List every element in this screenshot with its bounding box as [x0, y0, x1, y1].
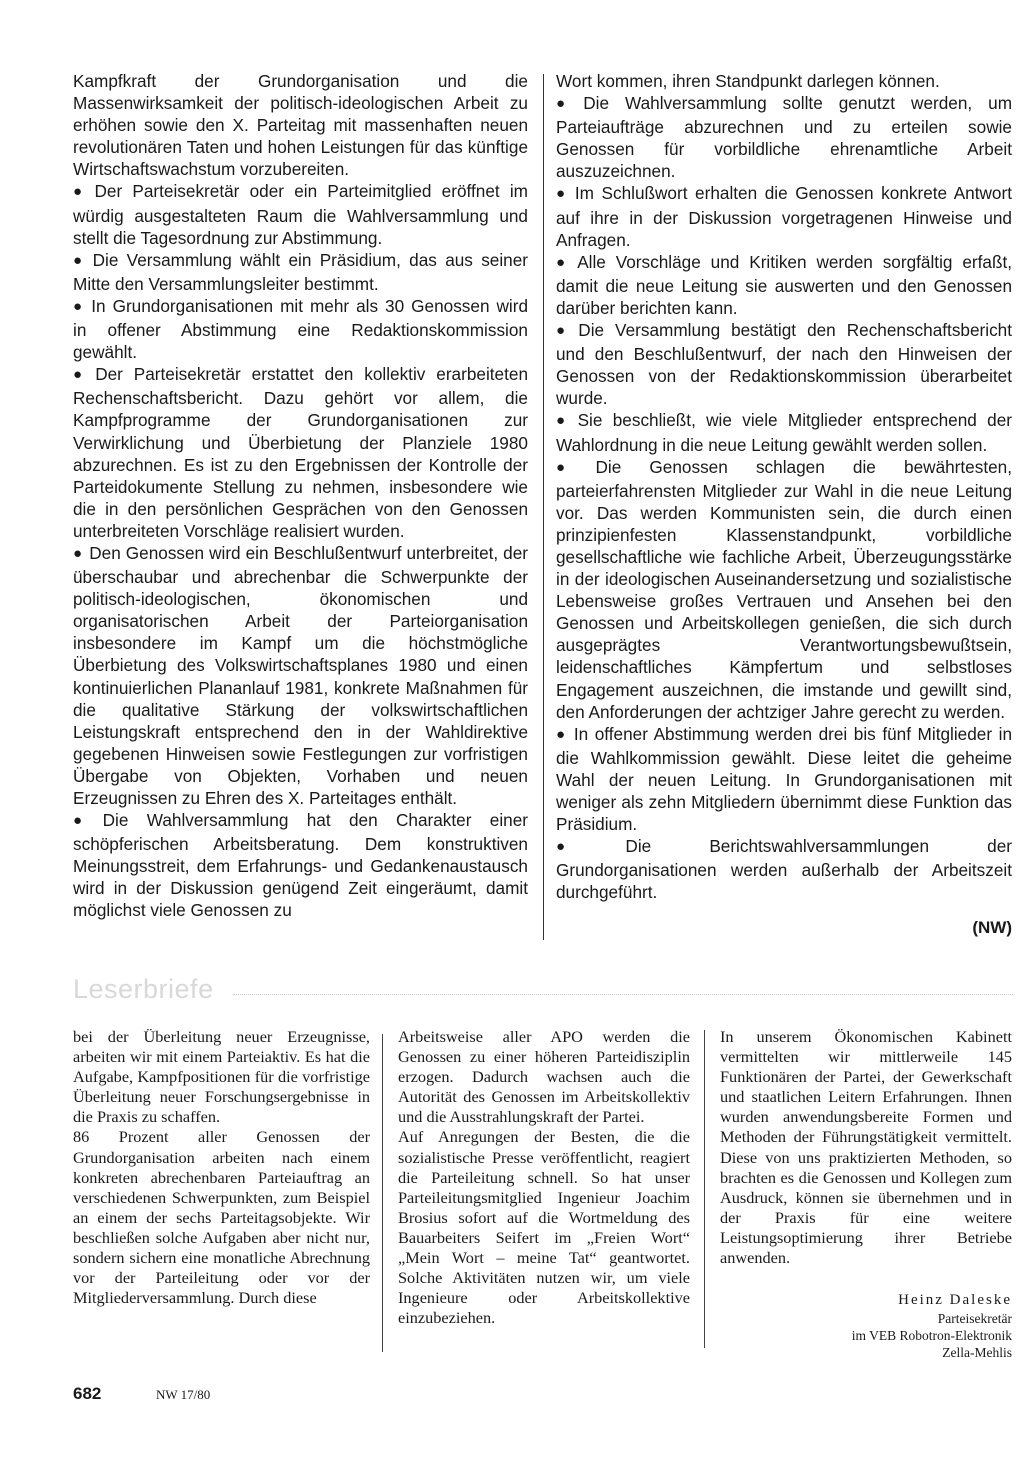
- article-signoff: (NW): [972, 918, 1012, 937]
- bullet-paragraph: ● Alle Vorschläge und Kritiken werden sorgfältig erfaßt, damit die neue Leitung sie auswerten und den Genossen darüber berichten kann.: [556, 251, 1012, 319]
- bullet-paragraph: ● Die Berichtswahlversammlungen der Grundorganisationen werden außerhalb der Arbeitszeit durchgeführt.: [556, 835, 1012, 903]
- bullet-paragraph: ● Die Wahlversammlung hat den Charakter einer schöpferischen Arbeitsberatung. Dem konstruktiven Meinungsstreit, dem Erfahrungs- und Gedankenaustausch wird in der Diskussion genügend Zeit eingeräumt, damit möglichst viele Genossen zu: [73, 809, 528, 921]
- section-rule: [233, 994, 1013, 995]
- section-header: [73, 974, 1013, 1008]
- signature-name: Heinz Daleske: [898, 1292, 1012, 1308]
- bullet-paragraph: ● Die Genossen schlagen die bewährtesten, parteierfahrensten Mitglieder zur Wahl in die neue Leitung vor. Das werden Kommunisten sein, die durch einen prinzipienfesten Klassenstandpunkt, vorbildliche gesellschaftliche wie fachliche Arbeit, Überzeugungsstärke in der ideologischen Auseinandersetzung und sozialistische Lebensweise großes Vertrauen und Ansehen bei den Genossen und Arbeitskollegen genießen, die sich durch ausgeprägtes Verantwortungsbewußtsein, leidenschaftliches Kämpfertum und selbstloses Engagement auszeichnen, die imstande und gewillt sind, den Anforderungen der achtziger Jahre gerecht zu werden.: [556, 456, 1012, 723]
- letter-column-3: [720, 1027, 1012, 1268]
- letter-signature: [852, 1290, 1012, 1361]
- signature-organization: im VEB Robotron-Elektronik: [851, 1328, 1012, 1343]
- letter-column-divider-1: [382, 1034, 383, 1352]
- letter-column-2: [398, 1027, 690, 1328]
- paragraph: Wort kommen, ihren Standpunkt darlegen können.: [556, 71, 940, 91]
- bullet-paragraph: ● Die Versammlung bestätigt den Rechenschaftsbericht und den Beschlußentwurf, der nach den Hinweisen der Genossen von der Redaktionskommission überarbeitet wurde.: [556, 319, 1012, 409]
- bullet-paragraph: ● In Grundorganisationen mit mehr als 30 Genossen wird in offener Abstimmung eine Redaktionskommission gewählt.: [73, 295, 528, 363]
- paragraph: Kampfkraft der Grundorganisation und die Massenwirksamkeit der politisch-ideologischen Arbeit zu erhöhen sowie den X. Parteitag mit massenhaften neuen revolutionären Taten und hohen Leistungen für das künftige Wirtschaftswachstum vorzubereiten.: [73, 71, 528, 180]
- column-divider: [543, 74, 544, 940]
- bullet-paragraph: ● In offener Abstimmung werden drei bis fünf Mitglieder in die Wahlkommission gewählt. Diese leitet die geheime Wahl der neuen Leitung. In Grundorganisationen mit weniger als zehn Mitgliedern übernimmt diese Funktion das Präsidium.: [556, 723, 1012, 835]
- bullet-paragraph: ● Sie beschließt, wie viele Mitglieder entsprechend der Wahlordnung in die neue Leitung gewählt werden sollen.: [556, 409, 1012, 455]
- paragraph: In unserem Ökonomischen Kabinett vermittelten wir mittlerweile 145 Funktionären der Partei, der Gewerkschaft und staatlichen Leitern Erfahrungen. Ihnen wurden anwendungsbereite Formen und Methoden der Führungstätigkeit vermittelt. Diese von uns praktizierten Methoden, so brachten es die Genossen und Kollegen zum Ausdruck, können sie übernehmen und in der Praxis für eine weitere Leistungsoptimierung ihrer Betriebe anwenden.: [720, 1027, 1012, 1268]
- bullet-paragraph: ● Die Wahlversammlung sollte genutzt werden, um Parteiaufträge abzurechnen und zu erteilen sowie Genossen für vorbildliche ehrenamtliche Arbeit auszuzeichnen.: [556, 92, 1012, 182]
- bullet-paragraph: ● Im Schlußwort erhalten die Genossen konkrete Antwort auf ihre in der Diskussion vorgetragenen Hinweise und Anfragen.: [556, 182, 1012, 250]
- letter-column-1: [73, 1027, 370, 1308]
- bullet-paragraph: ● Die Versammlung wählt ein Präsidium, das aus seiner Mitte den Versammlungsleiter bestimmt.: [73, 249, 528, 295]
- signature-role: Parteisekretär: [937, 1311, 1012, 1326]
- article-column-right: [556, 70, 1012, 903]
- letter-column-divider-2: [704, 1030, 705, 1348]
- article-column-left: [73, 70, 528, 922]
- page-number: 682: [73, 1384, 102, 1403]
- paragraph: Auf Anregungen der Besten, die die sozialistische Presse veröffentlicht, reagiert die Parteileitung schnell. So hat unser Parteileitungsmitglied Ingenieur Joachim Brosius sofort auf die Wortmeldung des Bauarbeiters Seifert im „Freien Wort“ „Mein Wort – meine Tat“ geantwortet. Solche Aktivitäten nutzen wir, um viele Ingenieure oder Arbeitskollektive einzubeziehen.: [398, 1127, 690, 1328]
- paragraph: bei der Überleitung neuer Erzeugnisse, arbeiten wir mit einem Parteiaktiv. Es hat die Aufgabe, Kampfpositionen für die vorfristige Überleitung neuer Forschungsergebnisse in die Praxis zu schaffen.: [73, 1027, 370, 1127]
- paragraph: Arbeitsweise aller APO werden die Genossen zu einer höheren Parteidisziplin erzogen. Dadurch wachsen auch die Autorität des Genossen im Arbeitskollektiv und die Ausstrahlungskraft der Partei.: [398, 1027, 690, 1127]
- bullet-paragraph: ● Der Parteisekretär oder ein Parteimitglied eröffnet im würdig ausgestalteten Raum die Wahlversammlung und stellt die Tagesordnung zur Abstimmung.: [73, 180, 528, 248]
- issue-label: NW 17/80: [156, 1387, 211, 1402]
- bullet-paragraph: ● Der Parteisekretär erstattet den kollektiv erarbeiteten Rechenschaftsbericht. Dazu gehört vor allem, die Kampfprogramme der Grundorganisationen zur Verwirklichung und Überbietung der Planziele 1980 abzurechnen. Es ist zu den Ergebnissen der Kontrolle der Parteidokumente Stellung zu nehmen, insbesondere wie die in den persönlichen Gesprächen von den Genossen unterbreiteten Vorschläge realisiert wurden.: [73, 363, 528, 542]
- bullet-paragraph: ● Den Genossen wird ein Beschlußentwurf unterbreitet, der überschaubar und abrechenbar die Schwerpunkte der politisch-ideologischen, ökonomischen und organisatorischen Arbeit der Parteiorganisation insbesondere im Kampf um die höchstmögliche Überbietung des Volkswirtschaftsplanes 1980 und einen kontinuierlichen Plananlauf 1981, konkrete Maßnahmen für die qualitative Stärkung der volkswirtschaftlichen Leistungskraft entsprechend den in der Wahldirektive gegebenen Hinweisen sowie Festlegungen zur vorfristigen Übergabe von Objekten, Vorhaben und neuen Erzeugnissen zu Ehren des X. Parteitages enthält.: [73, 542, 528, 809]
- paragraph: 86 Prozent aller Genossen der Grundorganisation arbeiten nach einem konkreten abrechenbaren Parteiauftrag an verschiedenen Schwerpunkten, zum Beispiel an einem der sechs Parteitagsobjekte. Wir beschließen solche Aufgaben aber nicht nur, sondern sichern eine monatliche Abrechnung vor der Parteileitung oder vor der Mitgliederversammlung. Durch diese: [73, 1127, 370, 1308]
- section-title: Leserbriefe: [73, 974, 214, 1004]
- signature-place: Zella-Mehlis: [942, 1345, 1012, 1360]
